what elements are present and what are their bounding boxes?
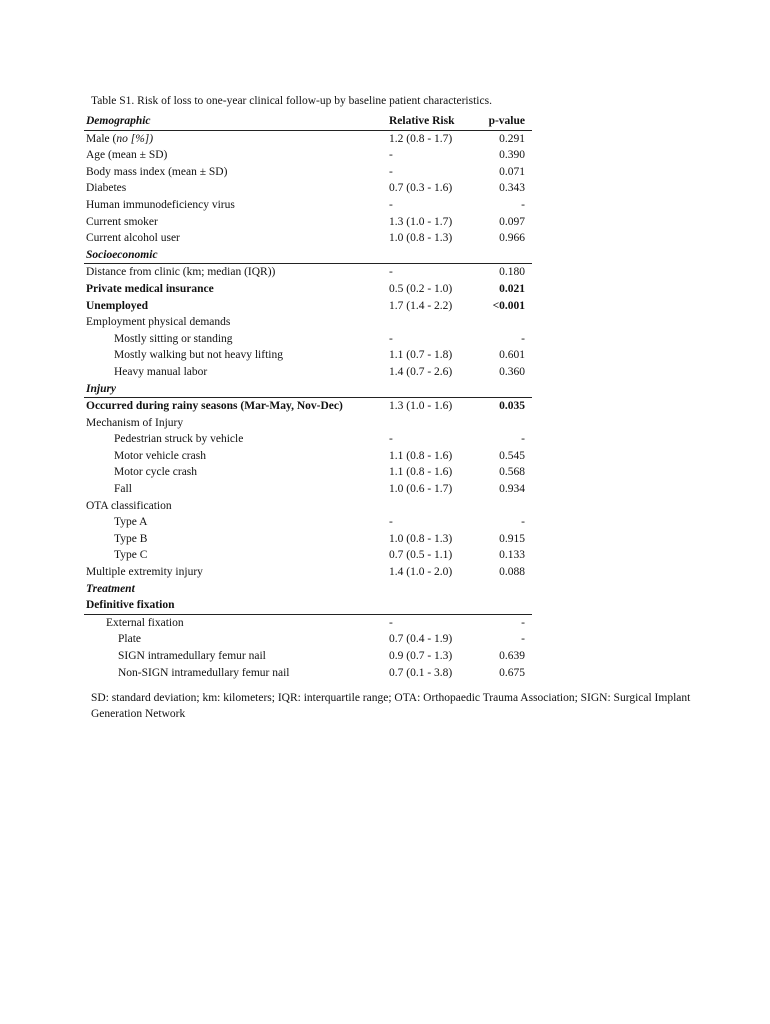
row-label: Private medical insurance xyxy=(86,282,214,295)
table-row xyxy=(84,230,532,247)
relative-risk-cell: 0.7 (0.4 - 1.9) xyxy=(389,633,453,646)
p-value-cell: - xyxy=(521,433,525,446)
row-label: OTA classification xyxy=(86,499,172,512)
table-row xyxy=(84,564,532,581)
relative-risk-cell: 1.3 (1.0 - 1.6) xyxy=(389,400,453,413)
table-row xyxy=(84,615,532,632)
row-label: Unemployed xyxy=(86,299,148,312)
row-label: Current smoker xyxy=(86,215,158,228)
relative-risk-cell: 1.0 (0.8 - 1.3) xyxy=(389,532,453,545)
section-heading-demographic: Demographic xyxy=(86,115,151,127)
table-row xyxy=(84,648,532,665)
column-header-p-value: p-value xyxy=(488,115,525,127)
row-label: Motor vehicle crash xyxy=(114,449,206,462)
row-label: Employment physical demands xyxy=(86,316,231,329)
section-row-socioeconomic xyxy=(84,247,532,265)
table-row xyxy=(84,514,532,531)
table-header-row xyxy=(84,113,532,131)
table-row xyxy=(84,281,532,298)
p-value-cell: 0.390 xyxy=(499,149,525,162)
row-label: Mostly sitting or standing xyxy=(114,332,233,345)
table-row xyxy=(84,347,532,364)
relative-risk-cell: - xyxy=(389,165,393,178)
row-label: Age (mean ± SD) xyxy=(86,149,168,162)
row-label: Definitive fixation xyxy=(86,599,175,612)
p-value-cell: 0.035 xyxy=(499,400,525,413)
p-value-cell: 0.966 xyxy=(499,232,525,245)
table-row xyxy=(84,531,532,548)
relative-risk-cell: 1.1 (0.8 - 1.6) xyxy=(389,449,453,462)
table-row xyxy=(84,364,532,381)
row-label: Type A xyxy=(114,516,148,529)
relative-risk-cell: 1.2 (0.8 - 1.7) xyxy=(389,132,453,145)
row-label: External fixation xyxy=(106,616,184,629)
section-heading-socioeconomic: Socioeconomic xyxy=(86,248,158,261)
p-value-cell: 0.343 xyxy=(499,182,525,195)
table-row xyxy=(84,197,532,214)
table-row xyxy=(84,398,532,415)
relative-risk-cell: 0.7 (0.5 - 1.1) xyxy=(389,549,453,562)
p-value-cell: - xyxy=(521,633,525,646)
relative-risk-cell: 0.5 (0.2 - 1.0) xyxy=(389,282,453,295)
table-caption: Table S1. Risk of loss to one-year clinical follow-up by baseline patient characteristics. xyxy=(91,95,492,107)
row-label: Motor cycle crash xyxy=(114,466,198,479)
relative-risk-cell: 1.0 (0.8 - 1.3) xyxy=(389,232,453,245)
p-value-cell: 0.180 xyxy=(499,266,525,279)
risk-table xyxy=(84,113,532,681)
relative-risk-cell: - xyxy=(389,266,393,279)
row-label: Type C xyxy=(114,549,148,562)
table-row xyxy=(84,597,532,615)
relative-risk-cell: 1.3 (1.0 - 1.7) xyxy=(389,215,453,228)
section-heading-injury: Injury xyxy=(86,382,117,395)
row-label: Distance from clinic (km; median (IQR)) xyxy=(86,266,276,279)
row-label: Multiple extremity injury xyxy=(86,566,203,579)
row-label: SIGN intramedullary femur nail xyxy=(118,650,266,662)
table-row xyxy=(84,131,532,148)
table-row xyxy=(84,147,532,164)
table-row xyxy=(84,264,532,281)
p-value-cell: 0.291 xyxy=(499,132,525,145)
p-value-cell: 0.133 xyxy=(499,549,525,562)
p-value-cell: - xyxy=(521,616,525,629)
p-value-cell: 0.675 xyxy=(499,666,525,679)
p-value-cell: 0.088 xyxy=(499,566,525,579)
p-value-cell: 0.934 xyxy=(499,483,525,496)
relative-risk-cell: 1.4 (0.7 - 2.6) xyxy=(389,365,453,378)
p-value-cell: 0.915 xyxy=(499,532,525,545)
row-label: Current alcohol user xyxy=(86,232,180,245)
relative-risk-cell: 1.4 (1.0 - 2.0) xyxy=(389,566,453,579)
table-row xyxy=(84,448,532,465)
table-row xyxy=(84,431,532,448)
row-label xyxy=(86,131,153,148)
relative-risk-cell: - xyxy=(389,433,393,446)
table-row xyxy=(84,498,532,515)
relative-risk-cell: - xyxy=(389,516,393,529)
row-label: Plate xyxy=(118,633,141,646)
p-value-cell: 0.360 xyxy=(499,365,525,378)
table-row xyxy=(84,415,532,432)
table-row xyxy=(84,631,532,648)
row-label: Mechanism of Injury xyxy=(86,416,184,429)
section-heading-treatment: Treatment xyxy=(86,582,135,595)
relative-risk-cell: 1.1 (0.7 - 1.8) xyxy=(389,349,453,362)
table-row xyxy=(84,164,532,181)
p-value-cell: 0.071 xyxy=(499,165,525,178)
table-row xyxy=(84,214,532,231)
p-value-cell: - xyxy=(521,332,525,345)
relative-risk-cell: 0.7 (0.1 - 3.8) xyxy=(389,666,453,679)
p-value-cell: 0.021 xyxy=(499,282,525,295)
relative-risk-cell: 1.7 (1.4 - 2.2) xyxy=(389,299,453,312)
row-label-text: Male ( xyxy=(86,132,117,145)
relative-risk-cell: 0.9 (0.7 - 1.3) xyxy=(389,650,453,662)
table-row xyxy=(84,331,532,348)
row-label: Diabetes xyxy=(86,182,127,195)
relative-risk-cell: - xyxy=(389,616,393,629)
table-row xyxy=(84,180,532,197)
row-label: Body mass index (mean ± SD) xyxy=(86,165,228,178)
table-row xyxy=(84,547,532,564)
section-row-injury xyxy=(84,381,532,399)
row-label: Heavy manual labor xyxy=(114,365,208,378)
table-row xyxy=(84,665,532,682)
column-header-relative-risk: Relative Risk xyxy=(389,115,455,127)
table-row xyxy=(84,464,532,481)
p-value-cell: - xyxy=(521,516,525,529)
table-footnote: SD: standard deviation; km: kilometers; IQR: interquartile range; OTA: Orthopaedic Trauma Association; SIGN: Surgical Implant Generation Network xyxy=(91,692,691,720)
relative-risk-cell: 1.0 (0.6 - 1.7) xyxy=(389,483,453,496)
p-value-cell: <0.001 xyxy=(492,299,525,312)
p-value-cell: 0.568 xyxy=(499,466,525,479)
p-value-cell: 0.639 xyxy=(499,650,525,662)
table-row xyxy=(84,298,532,315)
row-label: Occurred during rainy seasons (Mar-May, Nov-Dec) xyxy=(86,400,343,413)
p-value-cell: 0.097 xyxy=(499,215,525,228)
relative-risk-cell: 1.1 (0.8 - 1.6) xyxy=(389,466,453,479)
row-label-italic: no [%]) xyxy=(116,132,154,145)
row-label: Mostly walking but not heavy lifting xyxy=(114,349,283,362)
p-value-cell: 0.601 xyxy=(499,349,525,362)
row-label: Human immunodeficiency virus xyxy=(86,198,235,211)
table-row xyxy=(84,314,532,331)
relative-risk-cell: 0.7 (0.3 - 1.6) xyxy=(389,182,453,195)
row-label: Pedestrian struck by vehicle xyxy=(114,433,244,446)
table-row xyxy=(84,481,532,498)
relative-risk-cell: - xyxy=(389,198,393,211)
relative-risk-cell: - xyxy=(389,332,393,345)
section-row-treatment xyxy=(84,581,532,598)
relative-risk-cell: - xyxy=(389,149,393,162)
p-value-cell: 0.545 xyxy=(499,449,525,462)
row-label: Type B xyxy=(114,532,148,545)
row-label: Non-SIGN intramedullary femur nail xyxy=(118,666,290,679)
row-label: Fall xyxy=(114,483,132,496)
p-value-cell: - xyxy=(521,198,525,211)
